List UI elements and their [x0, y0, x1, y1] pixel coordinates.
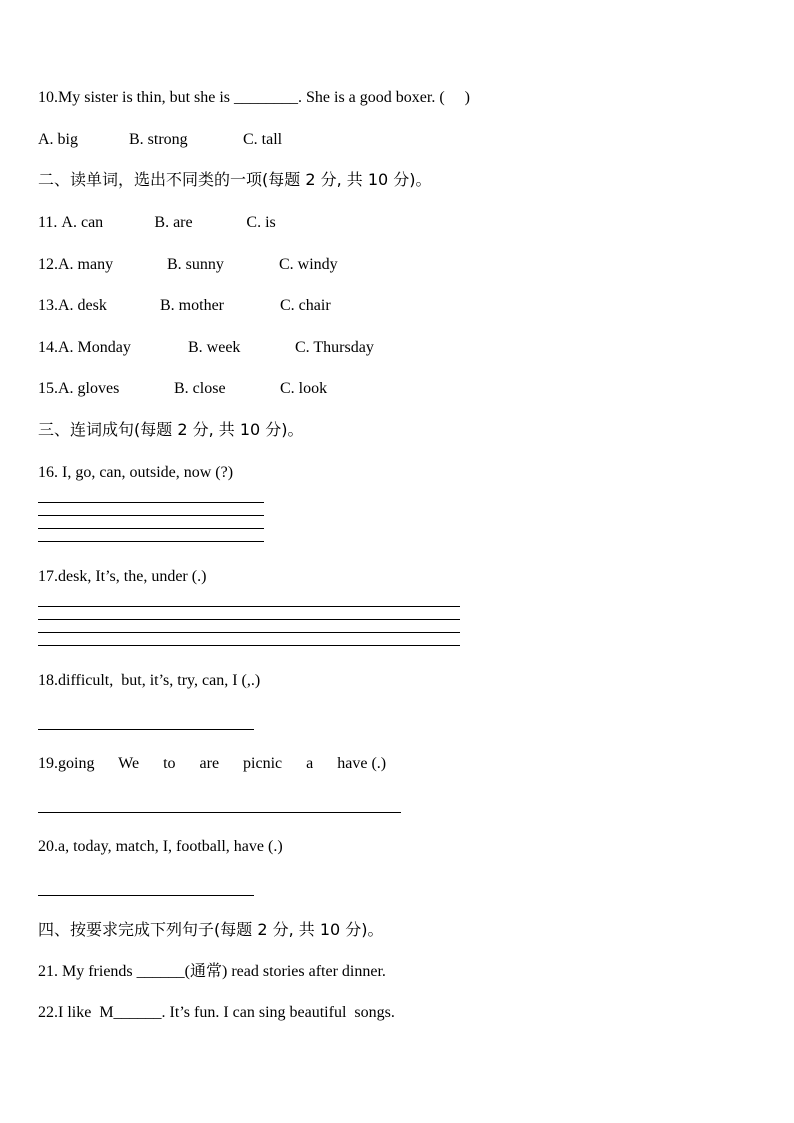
question-number: 17. — [38, 568, 58, 585]
question-11 — [38, 213, 276, 233]
answer-line[interactable] — [38, 528, 264, 529]
question-number: 11. — [38, 214, 62, 231]
option-a: A. gloves — [58, 380, 120, 397]
option-c: C. chair — [280, 297, 331, 314]
option-b: B. week — [188, 339, 241, 356]
question-17 — [38, 567, 206, 587]
answer-line[interactable] — [38, 502, 264, 503]
section-3-title: 三、连词成句(每题 2 分, 共 10 分)。 — [38, 420, 304, 439]
question-text: My friends ______(通常) read stories after dinner. — [62, 963, 386, 980]
option-c: C. look — [280, 380, 328, 397]
option-a: A. many — [58, 256, 114, 273]
question-text: difficult, but, it’s, try, can, I (,.) — [58, 672, 261, 689]
question-15 — [38, 379, 327, 399]
question-text: going We to are picnic a have (.) — [58, 755, 387, 772]
answer-line[interactable] — [38, 645, 460, 646]
option-a: A. Monday — [58, 339, 131, 356]
question-19 — [38, 754, 386, 774]
answer-line[interactable] — [38, 515, 264, 516]
question-number: 10. — [38, 89, 58, 106]
option-c: C. is — [246, 214, 276, 231]
option-a: A. big — [38, 131, 78, 148]
question-number: 21. — [38, 963, 62, 980]
option-c: C. windy — [279, 256, 338, 273]
option-b: B. mother — [160, 297, 224, 314]
question-10 — [38, 88, 470, 108]
question-number: 19. — [38, 755, 58, 772]
option-a: A. desk — [58, 297, 107, 314]
section-2-title: 二、读单词，选出不同类的一项(每题 2 分, 共 10 分)。 — [38, 170, 432, 189]
question-number: 20. — [38, 838, 58, 855]
question-text: I, go, can, outside, now (?) — [62, 464, 234, 481]
question-number: 12. — [38, 256, 58, 273]
option-c: C. Thursday — [295, 339, 374, 356]
answer-line[interactable] — [38, 812, 401, 813]
answer-line[interactable] — [38, 729, 254, 730]
option-c: C. tall — [243, 131, 283, 148]
question-number: 13. — [38, 297, 58, 314]
question-number: 16. — [38, 464, 62, 481]
section-4-title: 四、按要求完成下列句子(每题 2 分, 共 10 分)。 — [38, 920, 384, 939]
question-number: 15. — [38, 380, 58, 397]
option-b: B. close — [174, 380, 226, 397]
answer-line[interactable] — [38, 895, 254, 896]
question-20 — [38, 837, 283, 857]
option-b: B. strong — [129, 131, 188, 148]
option-b: B. sunny — [167, 256, 224, 273]
question-text: desk, It’s, the, under (.) — [58, 568, 207, 585]
question-18 — [38, 671, 260, 691]
question-16 — [38, 463, 233, 483]
answer-line[interactable] — [38, 541, 264, 542]
option-a: A. can — [61, 214, 104, 231]
answer-line[interactable] — [38, 606, 460, 607]
option-b: B. are — [154, 214, 193, 231]
answer-line[interactable] — [38, 632, 460, 633]
question-text: a, today, match, I, football, have (.) — [58, 838, 283, 855]
question-text: I like M______. It’s fun. I can sing beautiful songs. — [58, 1004, 395, 1021]
question-text: My sister is thin, but she is ________. She is a good boxer. ( ) — [58, 89, 470, 106]
question-14 — [38, 338, 374, 358]
question-number: 14. — [38, 339, 58, 356]
answer-line[interactable] — [38, 619, 460, 620]
question-13 — [38, 296, 331, 316]
question-22 — [38, 1003, 395, 1023]
question-10-options — [38, 130, 282, 150]
question-12 — [38, 255, 338, 275]
question-number: 18. — [38, 672, 58, 689]
question-number: 22. — [38, 1004, 58, 1021]
question-21 — [38, 962, 386, 982]
